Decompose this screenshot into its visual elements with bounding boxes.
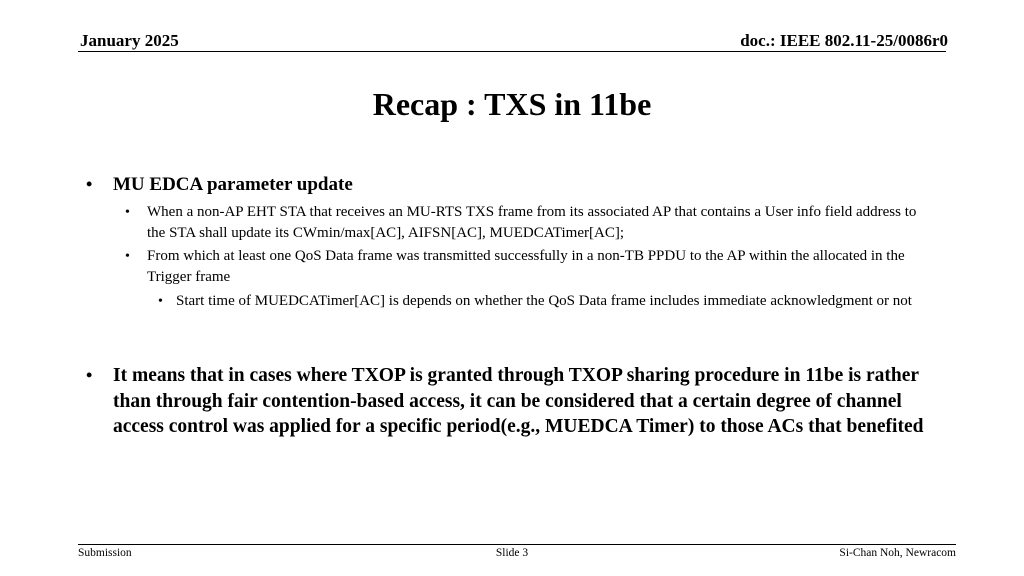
bullet-icon: •: [125, 205, 130, 220]
bullet-text: MU EDCA parameter update: [113, 174, 353, 195]
bullet-icon: •: [86, 174, 93, 194]
footer-submission: Submission: [78, 547, 132, 559]
bullet-icon: •: [125, 249, 130, 264]
slide-title: Recap : TXS in 11be: [372, 86, 652, 122]
bullet-text: When a non-AP EHT STA that receives an MU-RTS TXS frame from its associated AP that contains a User info field address to the STA shall update its CWmin/max[AC], AIFSN[AC], MUEDCATimer[AC];: [147, 204, 917, 241]
bullet-icon: •: [158, 294, 163, 309]
header-date: January 2025: [80, 31, 179, 50]
footer-author: Si-Chan Noh, Newracom: [839, 547, 956, 559]
footer-slide-number: Slide 3: [495, 547, 529, 559]
footer-divider: [78, 544, 956, 545]
bullet-icon: •: [86, 365, 93, 385]
bullet-text: Start time of MUEDCATimer[AC] is depends on whether the QoS Data frame includes immediate acknowledgment or not: [176, 293, 912, 309]
bullet-text: It means that in cases where TXOP is granted through TXOP sharing procedure in 11be is rather than through fair contention-based access, it can be considered that a certain degree of channel access control was applied for a specific period(e.g., MUEDCA Timer) to those ACs that benefited: [113, 365, 924, 437]
header-doc-id: doc.: IEEE 802.11-25/0086r0: [740, 31, 948, 50]
header-divider: [78, 51, 946, 52]
bullet-text: From which at least one QoS Data frame was transmitted successfully in a non-TB PPDU to the AP within the allocated in the Trigger frame: [147, 248, 905, 285]
